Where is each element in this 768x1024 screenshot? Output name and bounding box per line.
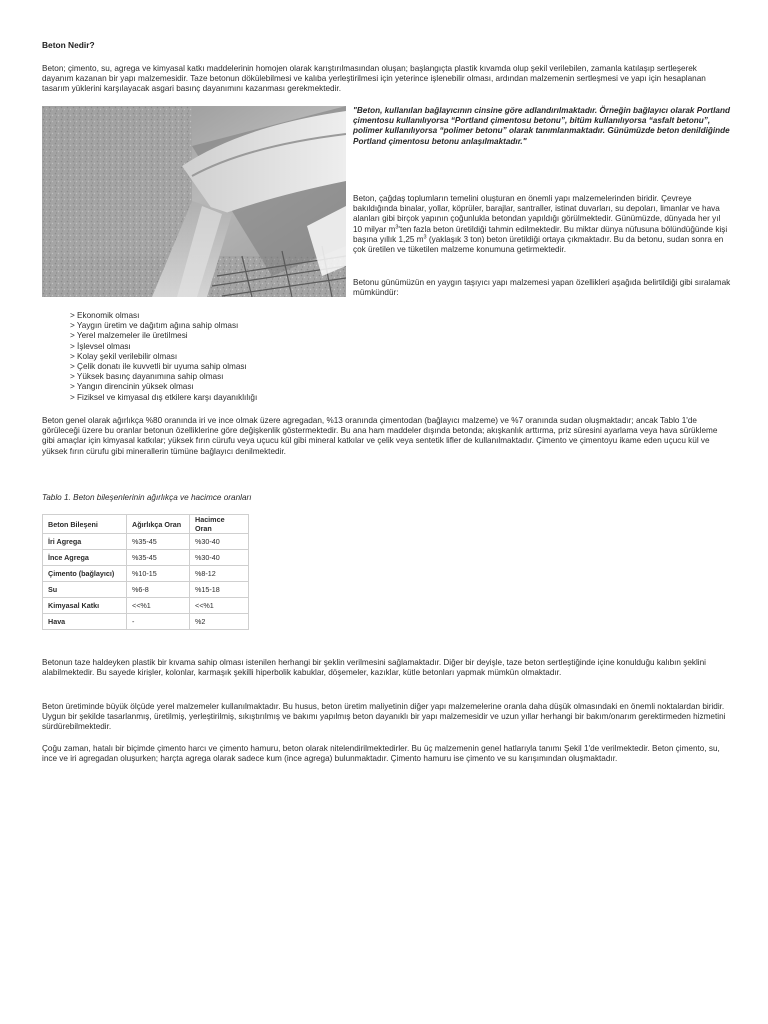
- table-cell: -: [127, 614, 190, 630]
- table-cell: %30-40: [190, 534, 249, 550]
- table-header-cell: Beton Bileşeni: [43, 515, 127, 534]
- table-row: [43, 550, 249, 566]
- table-header-cell: Ağırlıkça Oran: [127, 515, 190, 534]
- list-item: > Çelik donatı ile kuvvetli bir uyuma sahip olması: [70, 362, 247, 372]
- paragraph-features-intro: Betonu günümüzün en yaygın taşıyıcı yapı malzemesi yapan özellikleri aşağıda belirtildiği gibi sıralamak mümkündür:: [353, 278, 731, 298]
- paragraph-local-materials: Beton üretiminde büyük ölçüde yerel malzemeler kullanılmaktadır. Bu husus, beton üretim maliyetinin diğer yapı malzemelerine oranla daha düşük olmasındaki en önemli noktalardan biridir. Uygun bir şekilde tasarlanmış, üretilmiş, yerleştirilmiş, sıkıştırılmış ve bakımı yapılmış beton dayanıklı bir yapı malzemesidir ve uzun yıllar herhangi bir bakım/onarım gerektirmeden hizmetini sürdürebilmektedir.: [42, 702, 726, 732]
- table-cell: %2: [190, 614, 249, 630]
- table-row: [43, 598, 249, 614]
- table-row: [43, 582, 249, 598]
- list-item: > Yangın direncinin yüksek olması: [70, 382, 194, 392]
- paragraph-definitions: Çoğu zaman, hatalı bir biçimde çimento harcı ve çimento hamuru, beton olarak nitelendirilmektedirler. Bu üç malzemenin genel hatlarıyla tanımı Şekil 1'de verilmektedir. Beton çimento, su, ince ve iri agregadan oluşurken; harçta agrega olarak sadece kum (ince agrega) bulunmaktadır. Çimento hamuru ise çimento ve su karışımından oluşmaktadır.: [42, 744, 720, 764]
- paragraph-production-text-b: 'ten fazla beton üretildiği tahmin edilmektedir. Bu miktar dünya nüfusuna bölündüğünde kişi başına yıllık 1,25 m: [353, 224, 728, 244]
- table-cell: %6-8: [127, 582, 190, 598]
- page-title: Beton Nedir?: [42, 40, 95, 50]
- table-header-cell: Hacimce Oran: [190, 515, 249, 534]
- table-cell: Su: [43, 582, 127, 598]
- table-cell: İnce Agrega: [43, 550, 127, 566]
- table-row: [43, 534, 249, 550]
- table-cell: %30-40: [190, 550, 249, 566]
- table-cell: %8-12: [190, 566, 249, 582]
- table-header-row: [43, 515, 249, 534]
- intro-paragraph: Beton; çimento, su, agrega ve kimyasal katkı maddelerinin homojen olarak karıştırılmasından oluşan; başlangıçta plastik kıvamda olup şekil verilebilen, zamanla katılaşıp sertleşerek dayanım kazanan bir yapı malzemesidir. Taze betonun dökülebilmesi ve kalıba yerleştirilmesi için yeterince işlenebilir olması, ardından malzemenin sertleşmesi ve yapı için hesaplanan tasarım yüklerini karşılayacak asgari basınç dayanımını kazanması gerekmektedir.: [42, 64, 706, 94]
- paragraph-production-text-a: Beton, çağdaş toplumların temelini oluşturan en önemli yapı malzemelerinden biridir. Çevreye bakıldığında binalar, yollar, köprüler, barajlar, santraller, istinat duvarları, su depoları, limanlar ve hava alanları gibi birçok yapının çoğunlukla betondan yapıldığı görülmektedir. Günümüzde, dünyada her yıl 10 milyar m: [353, 194, 721, 234]
- table-cell: %35-45: [127, 550, 190, 566]
- table-cell: İri Agrega: [43, 534, 127, 550]
- quote-block: "Beton, kullanılan bağlayıcının cinsine göre adlandırılmaktadır. Örneğin bağlayıcı olarak Portland çimentosu kullanılıyorsa “Portland çimentosu betonu”, bitüm kullanılıyorsa “asfalt betonu”, polimer kullanılıyorsa “polimer betonu” olarak tanımlanmaktadır. Günümüzde beton denildiğinde Portland çimentosu betonu anlaşılmaktadır.": [353, 106, 730, 146]
- list-item: > Yaygın üretim ve dağıtım ağına sahip olması: [70, 321, 239, 331]
- list-item: > Yüksek basınç dayanımına sahip olması: [70, 372, 224, 382]
- table-cell: <<%1: [127, 598, 190, 614]
- table-cell: %15-18: [190, 582, 249, 598]
- list-item: > Yerel malzemeler ile üretilmesi: [70, 331, 188, 341]
- table-cell: %35-45: [127, 534, 190, 550]
- list-item: > Ekonomik olması: [70, 311, 140, 320]
- concrete-pour-photo: [42, 106, 346, 297]
- table-cell: Kimyasal Katkı: [43, 598, 127, 614]
- table-cell: %10-15: [127, 566, 190, 582]
- paragraph-production-text-c: (yaklaşık 3 ton) beton üretildiği ortaya çıkmaktadır. Bu da betonu, sudan sonra en çok üretilen ve tüketilen malzeme konumuna getirmektedir.: [353, 234, 724, 255]
- list-item: > Kolay şekil verilebilir olması: [70, 351, 178, 361]
- superscript: 3: [395, 223, 399, 230]
- table-cell: <<%1: [190, 598, 249, 614]
- table-caption: Tablo 1. Beton bileşenlerinin ağırlıkça ve hacimce oranları: [42, 493, 252, 502]
- table-row: [43, 566, 249, 582]
- components-table: [42, 514, 249, 630]
- table-row: [43, 614, 249, 630]
- paragraph-plasticity: Betonun taze haldeyken plastik bir kıvama sahip olması istenilen herhangi bir şeklin verilmesini sağlamaktadır. Diğer bir deyişle, taze beton sertleştiğinde içine konulduğu kalıbın şeklini alabilmektedir. Bu sayede kirişler, kolonlar, karmaşık şekilli hiperbolik kabuklar, döşemeler, kazıklar, kütle betonları yapmak mümkün olmaktadır.: [42, 658, 706, 678]
- table-cell: Çimento (bağlayıcı): [43, 566, 127, 582]
- list-item: > Fiziksel ve kimyasal dış etkilere karşı dayanıklılığı: [70, 392, 258, 402]
- paragraph-production: [353, 194, 731, 255]
- table-cell: Hava: [43, 614, 127, 630]
- list-item: > İşlevsel olması: [70, 341, 131, 351]
- features-list: [70, 311, 257, 403]
- paragraph-composition: Beton genel olarak ağırlıkça %80 oranında iri ve ince olmak üzere agregadan, %13 oranında çimentodan (bağlayıcı malzeme) ve %7 oranında sudan oluşmaktadır; ancak Tablo 1'de görüleceği üzere bu oranlar betonun özelliklerine göre değişkenlik göstermektedir. Bu ana ham maddeler dışında betonda; akışkanlık arttırma, priz süresini ayarlama veya hava sürükleme gibi amaçlar için kimyasal katkılar; yüksek fırın cürufu veya uçucu kül gibi mineral katkılar ve çelik veya sentetik lifler de kullanılmaktadır. Çimento ve çimentoyu ikame eden uçucu kül ve yüksek fırın cürufu gibi minerallerin tümüne bağlayıcı denilmektedir.: [42, 416, 718, 456]
- superscript: 3: [423, 234, 427, 241]
